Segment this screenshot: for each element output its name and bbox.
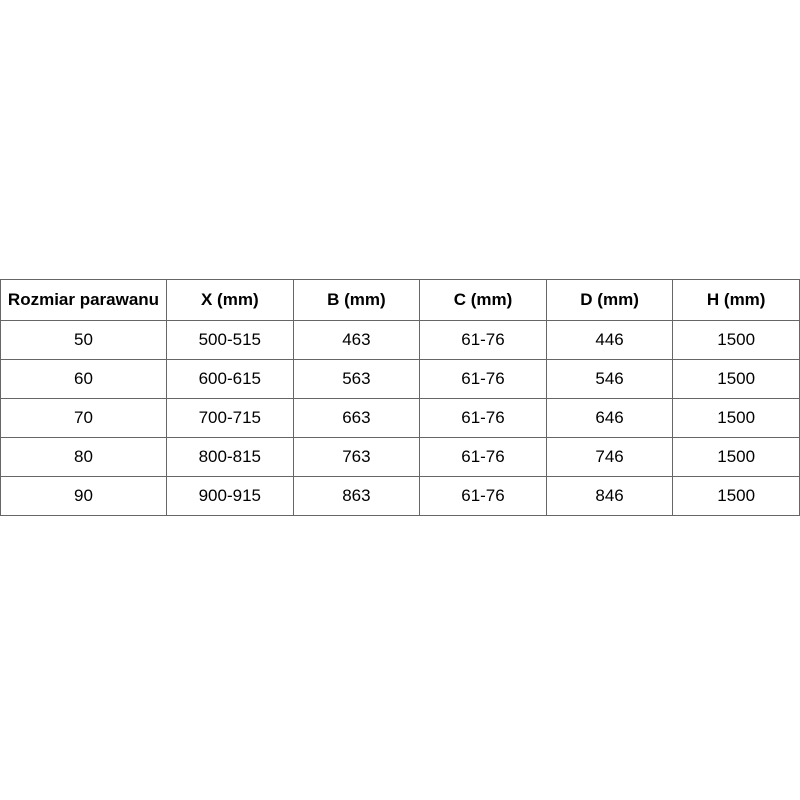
table-row-70 [1,399,800,438]
cell-c: 61-76 [420,399,547,438]
cell-c: 61-76 [420,360,547,399]
cell-h: 1500 [673,438,800,477]
cell-x: 500-515 [167,321,294,360]
cell-d: 446 [546,321,673,360]
cell-h: 1500 [673,477,800,516]
cell-size: 90 [1,477,167,516]
cell-b: 563 [293,360,420,399]
column-header-h-mm: H (mm) [673,280,800,321]
cell-c: 61-76 [420,477,547,516]
cell-b: 763 [293,438,420,477]
cell-h: 1500 [673,360,800,399]
cell-x: 800-815 [167,438,294,477]
column-header-d-mm: D (mm) [546,280,673,321]
column-header-x-mm: X (mm) [167,280,294,321]
size-spec-table [0,279,800,516]
cell-d: 746 [546,438,673,477]
cell-h: 1500 [673,399,800,438]
cell-c: 61-76 [420,321,547,360]
cell-h: 1500 [673,321,800,360]
cell-d: 546 [546,360,673,399]
cell-size: 80 [1,438,167,477]
cell-size: 70 [1,399,167,438]
column-header-b-mm: B (mm) [293,280,420,321]
table-row-60 [1,360,800,399]
cell-x: 600-615 [167,360,294,399]
cell-d: 646 [546,399,673,438]
table-row-80 [1,438,800,477]
cell-b: 463 [293,321,420,360]
cell-d: 846 [546,477,673,516]
cell-size: 50 [1,321,167,360]
cell-b: 663 [293,399,420,438]
cell-size: 60 [1,360,167,399]
cell-b: 863 [293,477,420,516]
cell-c: 61-76 [420,438,547,477]
cell-x: 700-715 [167,399,294,438]
column-header-rozmiar-parawanu: Rozmiar parawanu [1,280,167,321]
column-header-c-mm: C (mm) [420,280,547,321]
cell-x: 900-915 [167,477,294,516]
header-row [1,280,800,321]
table-row-50 [1,321,800,360]
table-row-90 [1,477,800,516]
